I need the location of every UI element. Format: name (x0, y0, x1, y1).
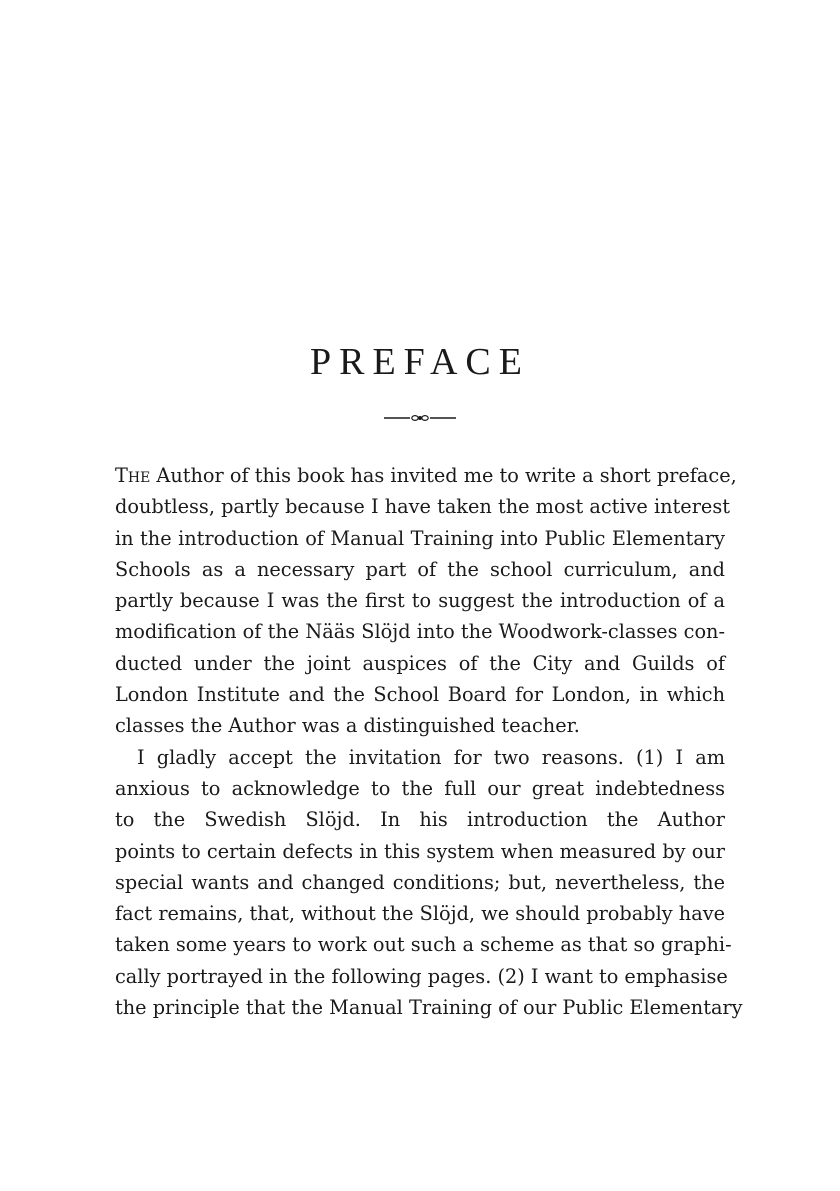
text-line-13: points to certain defects in this system when measured by our (115, 839, 725, 863)
preface-body (115, 460, 743, 1023)
text-line-10: I gladly accept the invitation for two reasons. (1) I am (137, 745, 725, 769)
text-line-16: taken some years to work out such a scheme as that so graphi- (115, 933, 732, 957)
page-title: PREFACE (309, 341, 530, 383)
text-line-15: fact remains, that, without the Slöjd, we should probably have (115, 902, 725, 926)
text-line-7: ducted under the joint auspices of the City and Guilds of (115, 651, 725, 675)
text-line-11: anxious to acknowledge to the full our great indebtedness (115, 776, 725, 800)
lead-word: The (115, 464, 151, 487)
text-line-18: the principle that the Manual Training of our Public Elementary (115, 996, 743, 1020)
text-line-17: cally portrayed in the following pages. (2) I want to emphasise (115, 964, 728, 988)
ornament-rule-icon (384, 411, 456, 425)
text-line-1: The Author of this book has invited me to write a short preface, (115, 464, 737, 487)
text-line-2: doubtless, partly because I have taken the most active interest (115, 495, 730, 519)
text-line-6: modification of the Nääs Slöjd into the Woodwork-classes con- (115, 620, 725, 644)
text-line-9: classes the Author was a distinguished teacher. (115, 714, 580, 738)
text-line-3: in the introduction of Manual Training into Public Elementary (115, 526, 725, 550)
text-line-12: to the Swedish Slöjd. In his introduction the Author (115, 808, 725, 832)
text-line-8: London Institute and the School Board for London, in which (115, 683, 725, 707)
text-line-14: special wants and changed conditions; but, nevertheless, the (115, 870, 725, 894)
text-line-5: partly because I was the first to suggest the introduction of a (115, 589, 725, 613)
text-line-4: Schools as a necessary part of the school curriculum, and (115, 557, 725, 581)
